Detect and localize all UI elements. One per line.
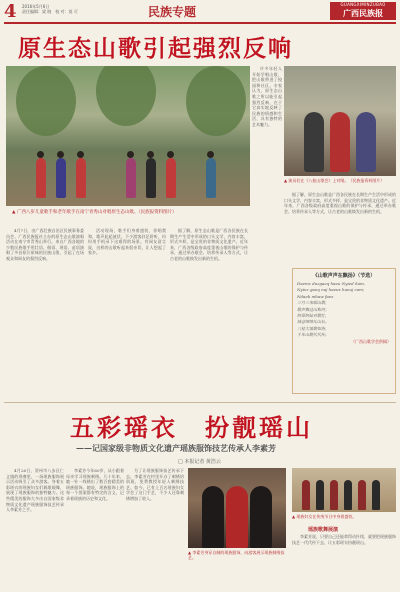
story1-column-3: 据了解，原生态山歌是广西各民族在长期生产生活中形成的口头文学，内容丰富，形式多样，是宝贵的非物质文化遗产。近年来，广西各级政府高度重视山歌的保护与传承，通过举办歌会、培养传承人等方式，让古老的山歌焕发出新的生机。 <box>170 228 248 261</box>
section-title: 民族专题 <box>148 5 197 19</box>
issue-date: 2016年5月6日 <box>22 4 50 9</box>
song-line: 阿哥阿妹对歌忙， <box>297 313 329 319</box>
story1-photo <box>6 66 250 206</box>
song-line: 八桂大地歌如海， <box>297 325 329 331</box>
header-rule <box>4 22 396 24</box>
story1-column-5: 据了解，原生态山歌是广西各民族在长期生产生活中形成的口头文学，内容丰富，形式多样，是宝贵的非物质文化遗产。近年来，广西各级政府高度重视山歌的保护与传承，通过举办歌会、培养传承人等方式，让古老的山歌焕发出新的生机。 <box>284 192 396 214</box>
story2-headline: 五彩瑶衣 扮靓瑶山 <box>70 413 313 442</box>
story1-singers-caption: ▲ 演员们在《八桂山歌会》上对唱。（民族报资料图片） <box>284 178 385 183</box>
page-header <box>0 0 400 22</box>
story2-column-3: 为了让瑶族服饰技艺传承下去，李素芳在村里开办了刺绣培训班，免费教授年轻人刺绣技艺。如今，已有上百名瑶族妇女学会了这门手艺，不少人还靠刺绣增加了收入。 <box>126 468 184 501</box>
newspaper-brand-logo <box>330 2 396 20</box>
brand-english: GUANGXIMINZUBAO <box>340 2 386 7</box>
story2-main-photo-caption: ▲ 李素芳身穿自制的瑶族服饰，向游客展示瑶族刺绣技艺。 <box>188 550 285 561</box>
story2-festival-caption: ▲ 瑶族妇女在传统节日中身着盛装。 <box>292 514 357 519</box>
story2-subhead: ——记国家级非物质文化遗产瑶族服饰技艺传承人李素芳 <box>76 443 276 453</box>
story2-byline: □ 本报记者 黄浩云 <box>178 459 221 465</box>
story1-photo-caption: ▲ 广西八岁儿童歌手和老年歌手在南宁青秀山对唱原生态山歌。（民族报资料图片） <box>12 210 177 215</box>
song-line: Nyinz gaeq naj haeux haeuj cam; <box>297 287 365 293</box>
song-line: 三月三来唱山歌， <box>297 300 329 306</box>
story1-column-2: 活动现场，歌手们身着盛装，你唱我和，歌声此起彼伏。不少游客驻足聆听，纷纷用手机录下这难得的场景。有网友留言说，这样的山歌听起来很亲切，让人想起了家乡。 <box>88 228 166 256</box>
song-line: Ndaek mbaw faex <box>297 293 334 299</box>
story2-column-1: 4月26日，贺州市八步区仁义镇的瑶寨里，一场瑶族服饰展示活动吸引了众多游客。身着五彩瑶衣的瑶族妇女们载歌载舞，展现了瑶族服饰的独特魅力。这些精美的服饰大多出自国家级非物质文化遗产瑶族服饰技艺传承人李素芳之手。 <box>6 468 64 513</box>
song-source-note: （广西山歌学会供稿） <box>351 338 391 344</box>
story1-column-1: 4月7日，由广西壮族自治区民族事务委员会、广西民族报社主办的原生态山歌演唱活动在南宁市青秀山举行。来自广西各地的少数民族歌手用壮语、侗语、瑶语、苗语演唱了多首原汁原味的民族山歌，引起了在场观众和网友的强烈反响。 <box>6 228 84 261</box>
story2-main-photo <box>188 468 286 548</box>
song-line: Daemz duzgaeq haeu Nyied Sam, <box>297 281 366 286</box>
song-title: 《山歌声声在飘扬》（节选） <box>312 273 376 279</box>
header-meta <box>22 4 78 14</box>
section-divider <box>4 402 396 403</box>
song-line: 情意绵绵比山长。 <box>297 319 329 325</box>
story2-festival-photo <box>292 468 396 512</box>
story2-side-heading: 瑶族歌舞展演 <box>308 527 339 533</box>
story2-column-2: 李素芳今年60岁，从小跟着母亲学习瑶族刺绣。几十年来，她一针一线绣出了数百套精美的瑶族服饰。她说，瑶族服饰上的每一个图案都有特定的含义，记录着瑶族的历史和文化。 <box>66 468 124 501</box>
song-line: 千年山歌代代传。 <box>297 332 329 338</box>
editor-credit: 责任编辑：梁 晓 校 对：莫 可 <box>22 9 78 14</box>
story1-singers-photo <box>284 66 396 176</box>
story2-column-4: 李素芳说，只要自己还能拿得动针线，就要把瑶族服饰技艺一代代传下去，让五彩瑶衣扮靓瑶山。 <box>292 534 396 545</box>
song-lines <box>297 281 391 339</box>
song-lyrics-box <box>292 268 396 394</box>
story1-headline: 原生态山歌引起强烈反响 <box>18 36 293 62</box>
song-line: 歌声飘过山和河； <box>297 306 329 312</box>
brand-chinese: 广西民族报 <box>343 8 383 18</box>
page-number: 4 <box>4 1 17 22</box>
story1-column-4: 许多年轻人开始学唱山歌，把山歌带进了校园和社区。专家认为，原生态山歌之所以能引起强烈反响，在于它真实地反映了民族的情感和生活，具有独特的艺术魅力。 <box>252 66 282 127</box>
